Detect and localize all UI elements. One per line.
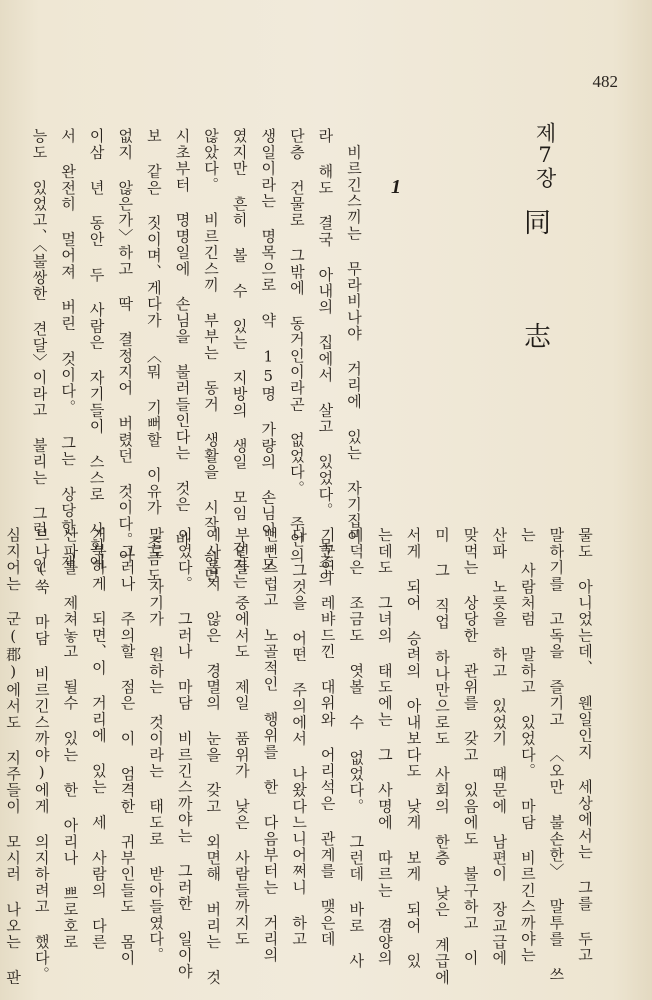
chapter-title: 제7장 (533, 122, 557, 188)
text-column: 서게 되어 승려의 아내보다도 낮게 보게 되어 있 (404, 527, 423, 970)
text-column: 능도 있었고、〈불쌍한 견달〉이라고 불리는 그런 인 (30, 128, 49, 573)
text-column: 브나(쑥 마담 비르긴스까야)에게 의지하려고 했다。 (32, 527, 51, 983)
text-column: 미 그 직업 하나만으로도 사회의 한층 낮은 계급에 (433, 527, 452, 986)
text-column: 예사롭지 않은 경멸의 눈을 갖고 외면해 버리는 것 (204, 527, 223, 986)
lower-text-block (0, 527, 599, 986)
text-column: 는데도 그녀의 태도에는 그 사명에 따르는 겸양의 (375, 527, 394, 967)
text-column: 이삼 년 동안 두 사람은 자기들이 스스로 사회에 (87, 128, 106, 571)
text-column: 였지만 흔히 볼 수 있는 지방의 생일 모임 같지는 (230, 128, 249, 590)
text-column: 맞먹는 상당한 관위를 갖고 있음에도 불구하고 이 (461, 527, 480, 967)
text-column: 이었다。 그러나 마담 비르긴스까야는 그러한 일이야 (175, 527, 194, 980)
text-column: 다 그것을 어떤 주의에서 나왔다느니어쩌니 하고 (290, 527, 309, 947)
upper-text-block (25, 128, 368, 590)
text-column: 물도 아니었는데、 웬일인지 세상에서는 그를 두고 (576, 527, 594, 964)
text-column: 단층 건물로 그밖에 동거인이라곤 없었다。 주인의 (287, 128, 306, 565)
text-column: 말로 자기가 원하는 것이라는 태도로 받아들였다。 (147, 527, 166, 964)
text-column: 산파 노릇을 하고 있었기 때문에 남편이 장교급에 (490, 527, 509, 967)
page-number: 482 (592, 72, 618, 91)
text-column: 없지 않은가〉하고 딱 결정지어 버렸던 것이다。이 (116, 128, 135, 565)
text-column: 시초부터 명명일에 손님을 불러들인다는 것은 바 (173, 128, 192, 548)
text-column: 않았다。 비르긴스끼 부부는 동거 생활을 시작 하던 (202, 128, 221, 584)
text-column: 그러나 주의할 점은 이 엄격한 귀부인들도 몸이 (118, 527, 137, 967)
text-column: 산파를 제쳐놓고 될수 있는 한 아리나 쁘로호로 (61, 527, 80, 950)
text-column: 말하기를 고독을 즐기고 〈오만 불손한〉 말투를 쓰 (547, 527, 566, 983)
text-column: 미덕은 조금도 엿볼 수 없었다。 그런데 바로 사 (347, 527, 366, 970)
text-column: 심지어는 군(郡)에서도 지주들이 모시러 나오는 판 (4, 527, 23, 986)
text-column: 는 사람처럼 말하고 있었다。 마담 비르긴스까야는 (518, 527, 537, 964)
text-column: 라 해도 결국 아내의 집에서 살고 있었다。 목조의 (316, 128, 335, 587)
text-column: 보 같은 짓이며、게다가 〈뭐 기뻐할 이유가 조금도 (144, 128, 163, 584)
text-column: 기꾼인 레뱌드낀 대위와 어리석은 관계를 맺은데 (318, 527, 337, 947)
text-column: 생일이라는 명목으로 약 15명 가량의 손님이 모 (259, 128, 278, 574)
text-column: 거북하게 되면、이 거리에 있는 세 사람의 다른 (89, 527, 108, 950)
text-column: 부인들 중에서도 제일 품위가 낮은 사람들까지도 (232, 527, 251, 947)
chapter-hanja-title: 同 志 (519, 208, 550, 377)
text-column: 비르긴스끼는 무라비나야 거리에 있는 자기집이 (345, 128, 363, 545)
text-column: 서 완전히 멀어져 버린 것이다。 그는 상당한 재 (59, 128, 78, 571)
section-number: 1 (391, 176, 401, 198)
text-column: 뻔뻔스럽고 노골적인 행위를 한 다음부터는 거리의 (261, 527, 280, 964)
